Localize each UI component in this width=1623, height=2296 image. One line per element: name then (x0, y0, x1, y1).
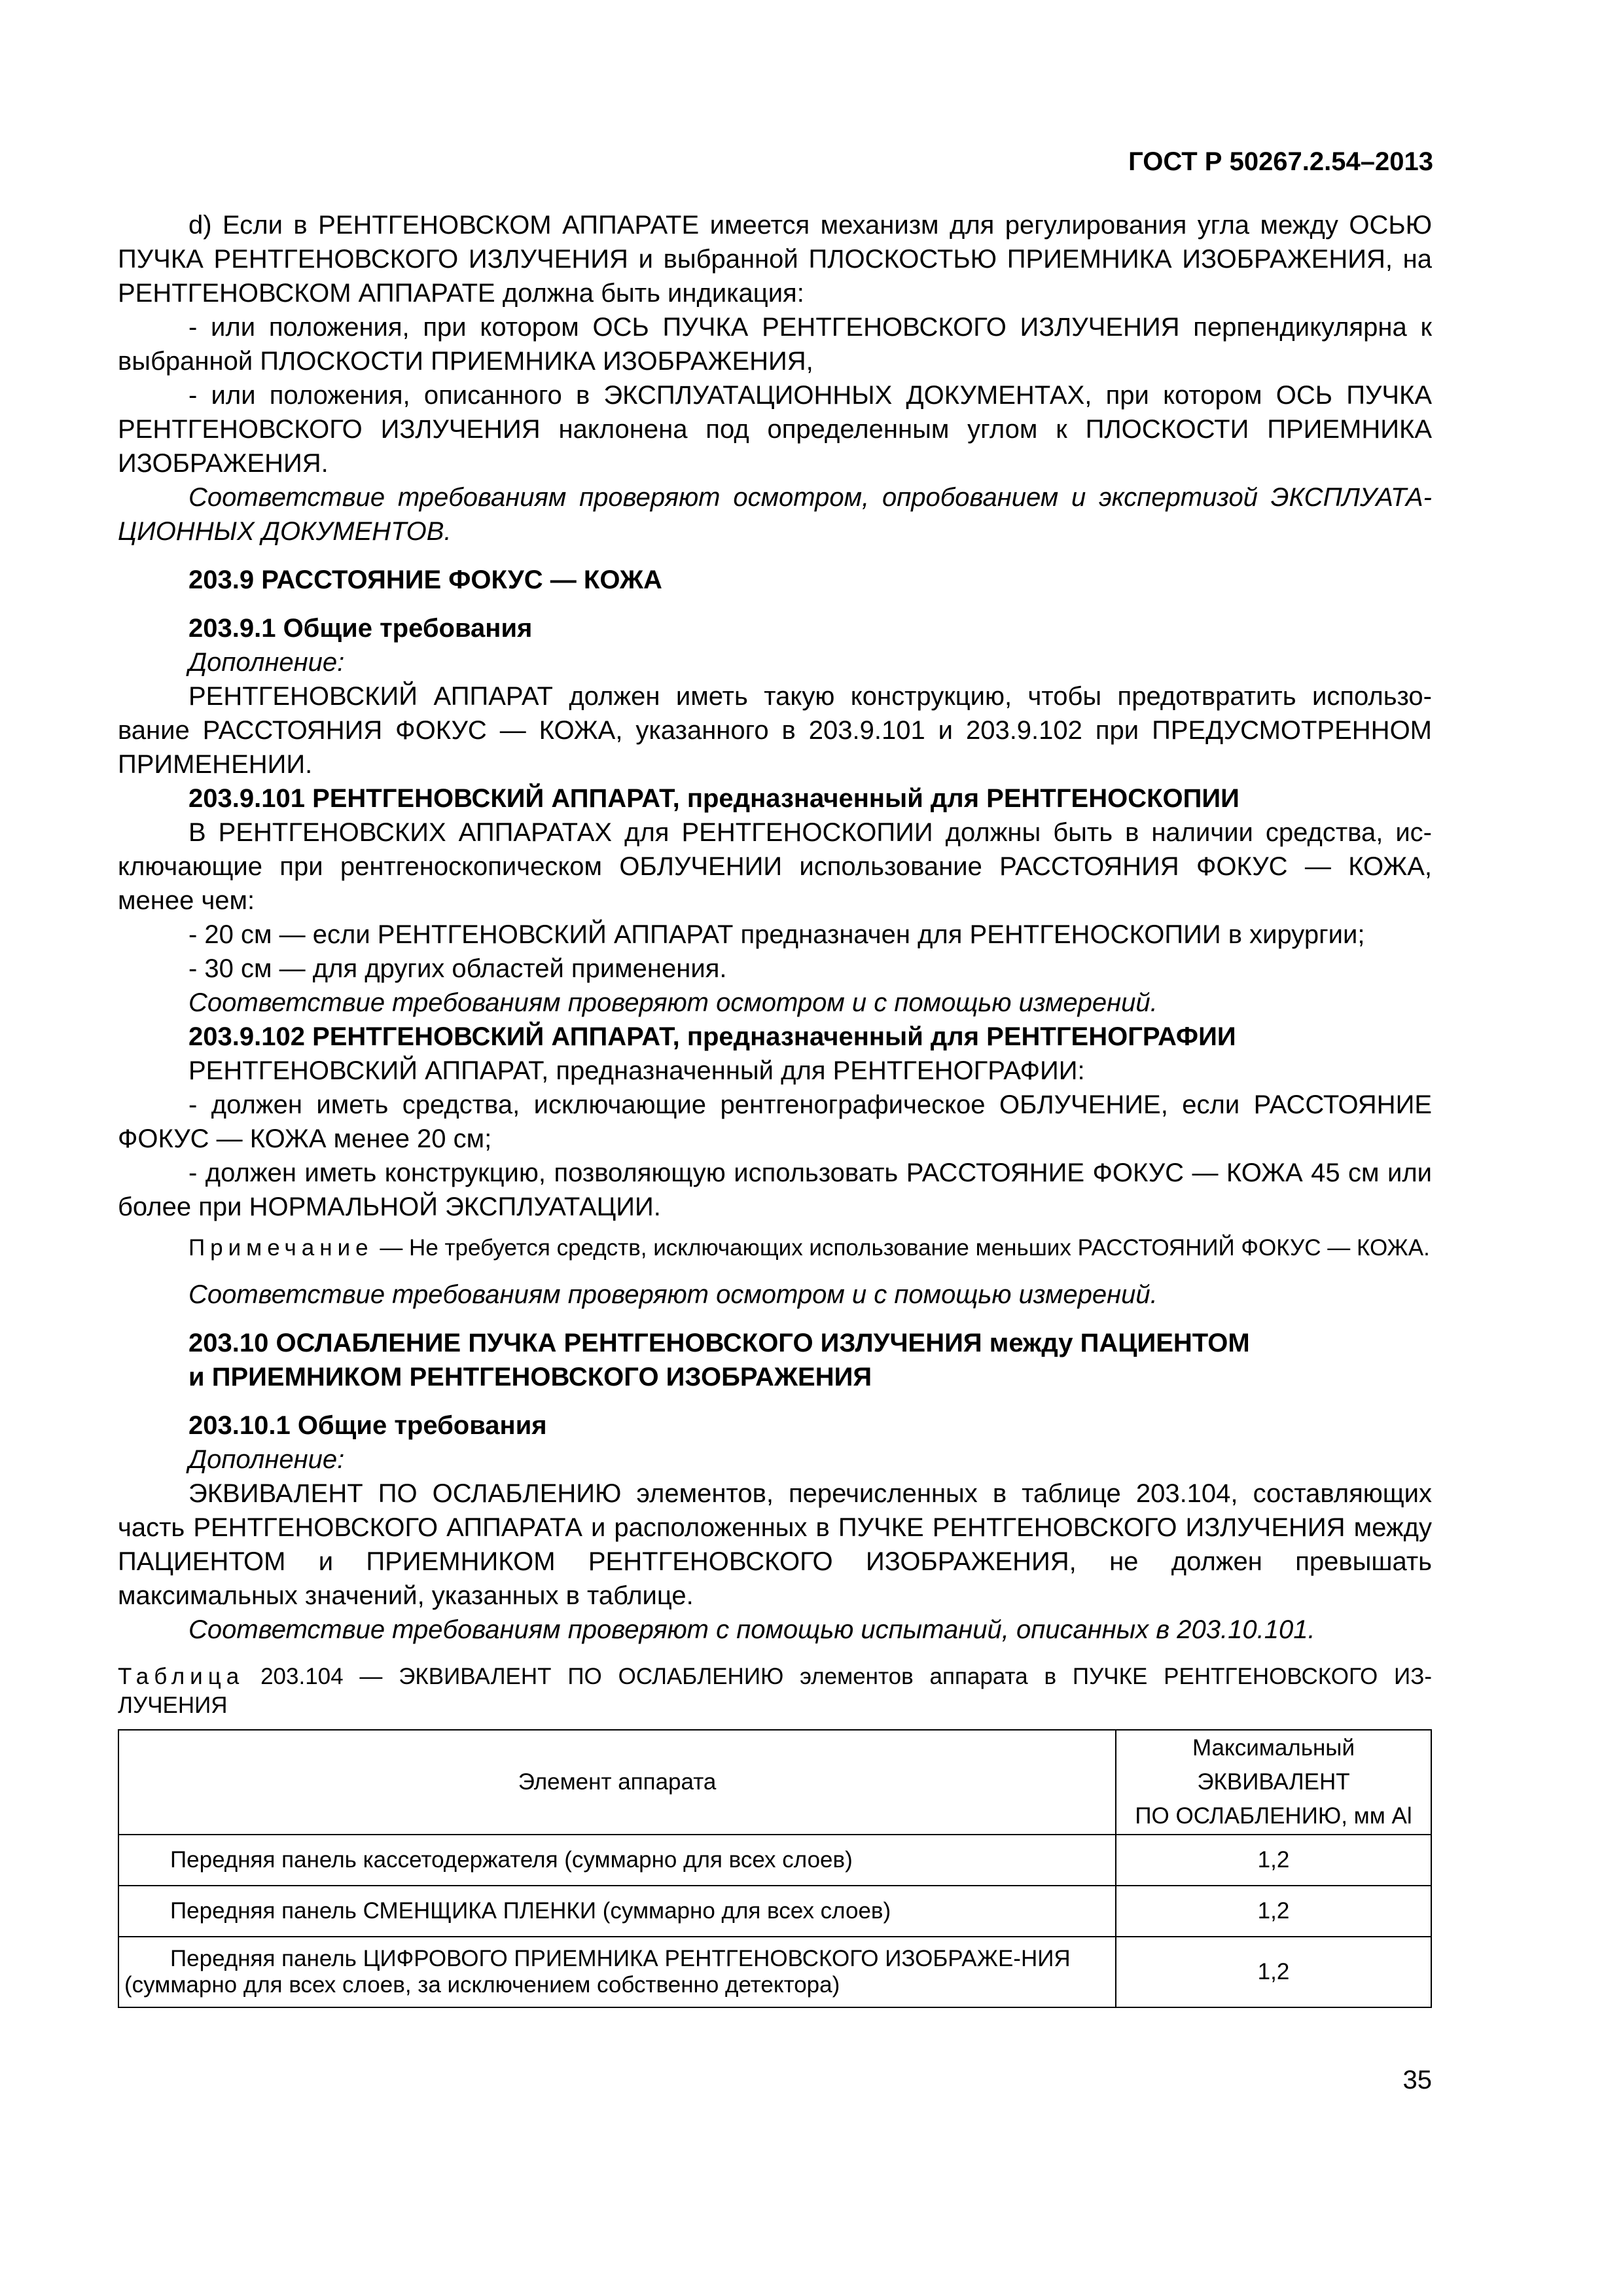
list-item: - 20 см — если РЕНТГЕНОВСКИЙ АППАРАТ предназначен для РЕНТГЕНОСКОПИИ в хирургии; (188, 920, 1365, 949)
subsection-heading: 203.9.1 Общие требования (188, 614, 533, 643)
document-body (118, 208, 1432, 2008)
addition-label: Дополнение: (188, 648, 345, 677)
note-label: Примечание (188, 1235, 374, 1261)
section-heading-line: 203.10 ОСЛАБЛЕНИЕ ПУЧКА РЕНТГЕНОВСКОГО ИЗЛУЧЕНИЯ между ПАЦИЕНТОМ (188, 1329, 1250, 1357)
document-header: ГОСТ Р 50267.2.54–2013 (1128, 147, 1433, 176)
header-line: Максимальный (1192, 1735, 1355, 1761)
table-row (118, 1937, 1431, 2007)
table-cell-value: 1,2 (1116, 1886, 1431, 1937)
table-row (118, 1886, 1431, 1937)
compliance-note: Соответствие требованиям проверяют осмотром, опробованием и экспертизой ЭКСПЛУАТА-ЦИОННЫХ ДОКУМЕНТОВ. (118, 483, 1432, 546)
table-cell-element: Передняя панель ЦИФРОВОГО ПРИЕМНИКА РЕНТГЕНОВСКОГО ИЗОБРАЖЕ-НИЯ (суммарно для всех слоев, за исключением собственно детектора) (118, 1937, 1116, 2007)
table-header-row (118, 1730, 1431, 1835)
list-item: - должен иметь средства, исключающие рентгенографическое ОБЛУЧЕНИЕ, если РАССТОЯНИЕ ФОКУС — КОЖА менее 20 см; (118, 1090, 1432, 1153)
note-text: — Не требуется средств, исключающих использование меньших РАССТОЯНИЙ ФОКУС — КОЖА. (373, 1235, 1430, 1261)
subsection-heading: 203.9.101 РЕНТГЕНОВСКИЙ АППАРАТ, предназначенный для РЕНТГЕНОСКОПИИ (188, 784, 1240, 813)
section-heading: 203.9 РАССТОЯНИЕ ФОКУС — КОЖА (188, 565, 662, 594)
compliance-note: Соответствие требованиям проверяют с помощью испытаний, описанных в 203.10.101. (188, 1615, 1315, 1644)
addition-label: Дополнение: (188, 1445, 345, 1474)
table-cell-value: 1,2 (1116, 1835, 1431, 1886)
list-item: - или положения, описанного в ЭКСПЛУАТАЦИОННЫХ ДОКУМЕНТАХ, при котором ОСЬ ПУЧКА РЕНТГЕНОВСКОГО ИЗЛУЧЕНИЯ наклонена под определенным углом к ПЛОСКОСТИ ПРИЕМНИКА ИЗОБРАЖЕНИЯ. (118, 381, 1432, 478)
subsection-heading: 203.9.102 РЕНТГЕНОВСКИЙ АППАРАТ, предназначенный для РЕНТГЕНОГРАФИИ (188, 1022, 1236, 1051)
section-heading-line: и ПРИЕМНИКОМ РЕНТГЕНОВСКОГО ИЗОБРАЖЕНИЯ (188, 1363, 872, 1391)
table-cell-element: Передняя панель кассетодержателя (суммарно для всех слоев) (118, 1835, 1116, 1886)
list-item: - должен иметь конструкцию, позволяющую использовать РАССТОЯНИЕ ФОКУС — КОЖА 45 см или более при НОРМАЛЬНОЙ ЭКСПЛУАТАЦИИ. (118, 1158, 1432, 1221)
table-cell-value: 1,2 (1116, 1937, 1431, 2007)
section-heading (118, 1326, 1432, 1394)
attenuation-table (118, 1729, 1432, 2008)
note (118, 1233, 1432, 1263)
page-number: 35 (1402, 2066, 1432, 2094)
paragraph: РЕНТГЕНОВСКИЙ АППАРАТ должен иметь такую конструкцию, чтобы предотвратить использо-вание РАССТОЯНИЯ ФОКУС — КОЖА, указанного в 203.9.101 и 203.9.102 при ПРЕДУСМОТРЕННОМ ПРИМЕНЕНИИ. (118, 682, 1432, 779)
compliance-note: Соответствие требованиям проверяют осмотром и с помощью измерений. (188, 1280, 1158, 1309)
header-line: ПО ОСЛАБЛЕНИЮ, мм Al (1135, 1803, 1412, 1829)
paragraph: ЭКВИВАЛЕНТ ПО ОСЛАБЛЕНИЮ элементов, перечисленных в таблице 203.104, составляющих часть РЕНТГЕНОВСКОГО АППАРАТА и расположенных в ПУЧКЕ РЕНТГЕНОВСКОГО ИЗЛУЧЕНИЯ между ПАЦИЕНТОМ и ПРИЕМНИКОМ РЕНТГЕНОВСКОГО ИЗОБРАЖЕНИЯ, не должен превышать максимальных значений, указанных в таблице. (118, 1479, 1432, 1610)
table-caption-label: Таблица (118, 1664, 245, 1689)
table-caption-text: 203.104 — ЭКВИВАЛЕНТ ПО ОСЛАБЛЕНИЮ элементов аппарата в ПУЧКЕ РЕНТГЕНОВСКОГО ИЗ-ЛУЧЕНИЯ (118, 1664, 1432, 1718)
subsection-heading: 203.10.1 Общие требования (188, 1411, 547, 1440)
paragraph: d) Если в РЕНТГЕНОВСКОМ АППАРАТЕ имеется механизм для регулирования угла между ОСЬЮ ПУЧКА РЕНТГЕНОВСКОГО ИЗЛУЧЕНИЯ и выбранной ПЛОСКОСТЬЮ ПРИЕМНИКА ИЗОБРАЖЕНИЯ, на РЕНТГЕНОВСКОМ АППАРАТЕ должна быть индикация: (118, 211, 1432, 308)
table-cell-element: Передняя панель СМЕНЩИКА ПЛЕНКИ (суммарно для всех слоев) (118, 1886, 1116, 1937)
paragraph: В РЕНТГЕНОВСКИХ АППАРАТАХ для РЕНТГЕНОСКОПИИ должны быть в наличии средства, ис-ключающие при рентгеноскопическом ОБЛУЧЕНИИ использование РАССТОЯНИЯ ФОКУС — КОЖА, менее чем: (118, 818, 1432, 915)
list-item: - 30 см — для других областей применения. (188, 954, 727, 983)
paragraph: РЕНТГЕНОВСКИЙ АППАРАТ, предназначенный для РЕНТГЕНОГРАФИИ: (188, 1056, 1085, 1085)
table-caption (118, 1662, 1432, 1720)
list-item: - или положения, при котором ОСЬ ПУЧКА РЕНТГЕНОВСКОГО ИЗЛУЧЕНИЯ перпендикулярна к выбранной ПЛОСКОСТИ ПРИЕМНИКА ИЗОБРАЖЕНИЯ, (118, 313, 1432, 376)
table-row (118, 1835, 1431, 1886)
compliance-note: Соответствие требованиям проверяют осмотром и с помощью измерений. (188, 988, 1158, 1017)
table-header-element: Элемент аппарата (118, 1730, 1116, 1835)
header-line: ЭКВИВАЛЕНТ (1197, 1769, 1350, 1795)
table-header-value (1116, 1730, 1431, 1835)
